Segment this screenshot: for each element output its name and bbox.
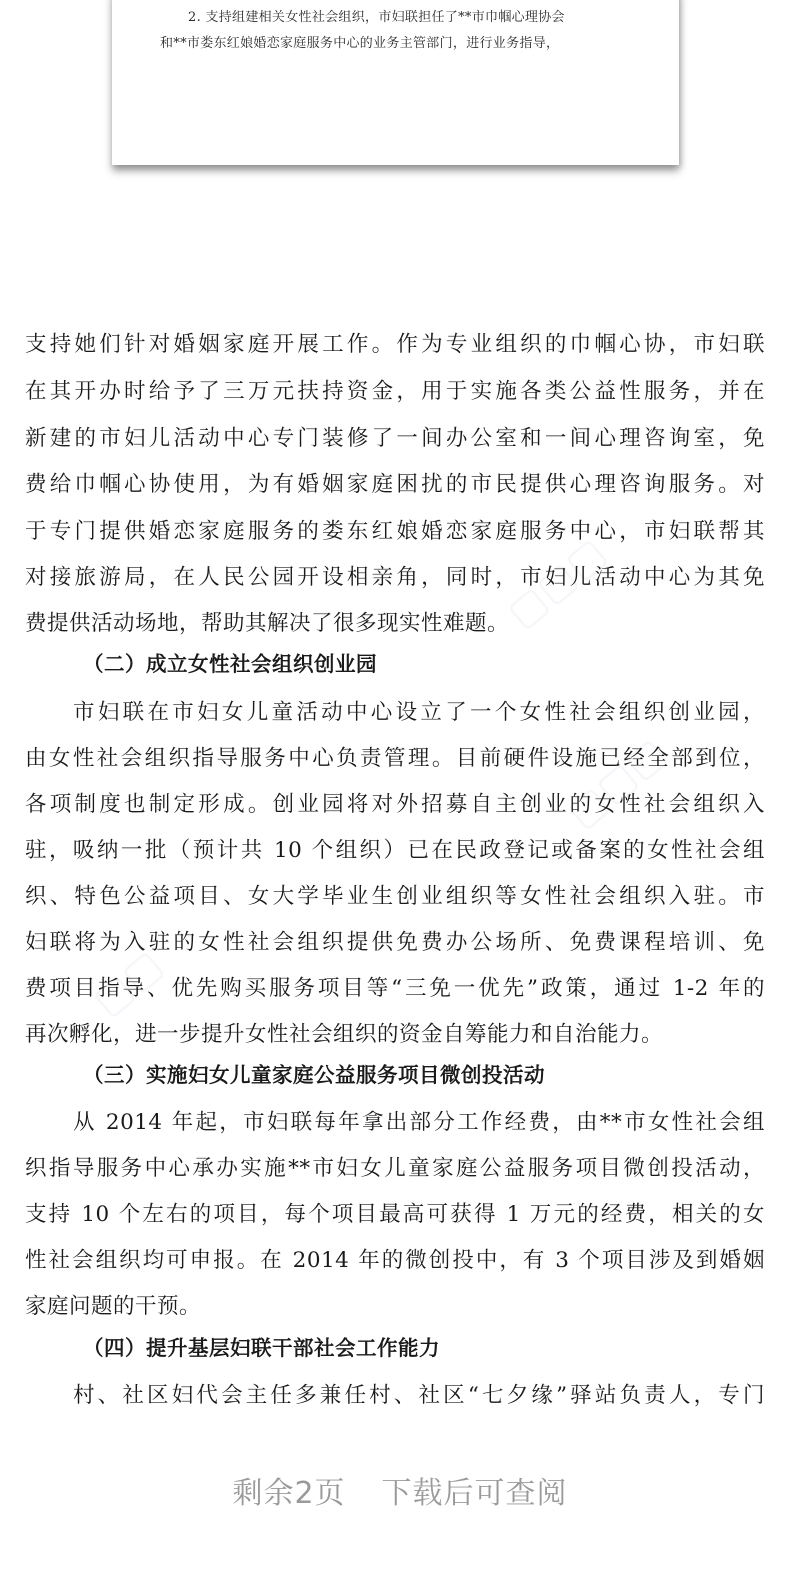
body-line: 对接旅游局，在人民公园开设相亲角，同时，市妇儿活动中心为其免 [25,565,765,590]
body-line: 支持她们针对婚姻家庭开展工作。作为专业组织的巾帼心协，市妇联 [25,332,765,357]
body-line: 由女性社会组织指导服务中心负责管理。目前硬件设施已经全部到位， [25,746,765,771]
body-line: 织、特色公益项目、女大学毕业生创业组织等女性社会组织入驻。市 [25,884,765,909]
remaining-pages-prompt[interactable] [0,1468,800,1512]
body-line: 各项制度也制定形成。创业园将对外招募自主创业的女性社会组织入 [25,792,765,817]
watermark-mark: ▢▢ [84,941,172,1025]
body-line: 费项目指导、优先购买服务项目等“三免一优先”政策，通过 1-2 年的 [25,976,765,1001]
body-line: 费给巾帼心协使用，为有婚姻家庭困扰的市民提供心理咨询服务。对 [25,472,765,497]
body-line: 新建的市妇儿活动中心专门装修了一间办公室和一间心理咨询室，免 [25,426,765,451]
body-line: 村、社区妇代会主任多兼任村、社区“七夕缘”驿站负责人，专门 [73,1383,765,1408]
body-line: 在其开办时给予了三万元扶持资金，用于实施各类公益性服务，并在 [25,379,765,404]
section-heading: （四）提升基层妇联干部社会工作能力 [83,1336,440,1360]
download-to-view-label: 下载后可查阅 [381,1476,568,1511]
body-line: 于专门提供婚恋家庭服务的娄东红娘婚恋家庭服务中心，市妇联帮其 [25,519,765,544]
previous-page-line: 和**市娄东红娘婚恋家庭服务中心的业务主管部门，进行业务指导， [160,36,560,51]
previous-page-line: 2. 支持组建相关女性社会组织，市妇联担任了**市巾帼心理协会 [188,10,565,25]
body-line: 再次孵化，进一步提升女性社会组织的资金自筹能力和自治能力。 [25,1022,664,1047]
body-line: 织指导服务中心承办实施**市妇女儿童家庭公益服务项目微创投活动， [25,1156,765,1181]
body-line: 支持 10 个左右的项目，每个项目最高可获得 1 万元的经费，相关的女 [25,1202,765,1227]
watermark-mark: ▢▢▢ [558,728,675,838]
body-line: 从 2014 年起，市妇联每年拿出部分工作经费，由**市女性社会组 [73,1110,765,1135]
previous-page-card [112,0,679,165]
body-line: 家庭问题的干预。 [25,1294,202,1319]
body-line: 费提供活动场地，帮助其解决了很多现实性难题。 [25,611,510,636]
section-heading: （二）成立女性社会组织创业园 [83,652,377,676]
section-heading: （三）实施妇女儿童家庭公益服务项目微创投活动 [83,1063,545,1087]
body-line: 驻，吸纳一批（预计共 10 个组织）已在民政登记或备案的女性社会组 [25,838,765,863]
watermark-mark: ▢▢▢ [498,528,615,638]
remaining-pages-label: 剩余2页 [232,1476,346,1511]
body-line: 性社会组织均可申报。在 2014 年的微创投中，有 3 个项目涉及到婚姻 [25,1248,765,1273]
body-line: 妇联将为入驻的女性社会组织提供免费办公场所、免费课程培训、免 [25,930,765,955]
body-line: 市妇联在市妇女儿童活动中心设立了一个女性社会组织创业园， [73,700,765,725]
